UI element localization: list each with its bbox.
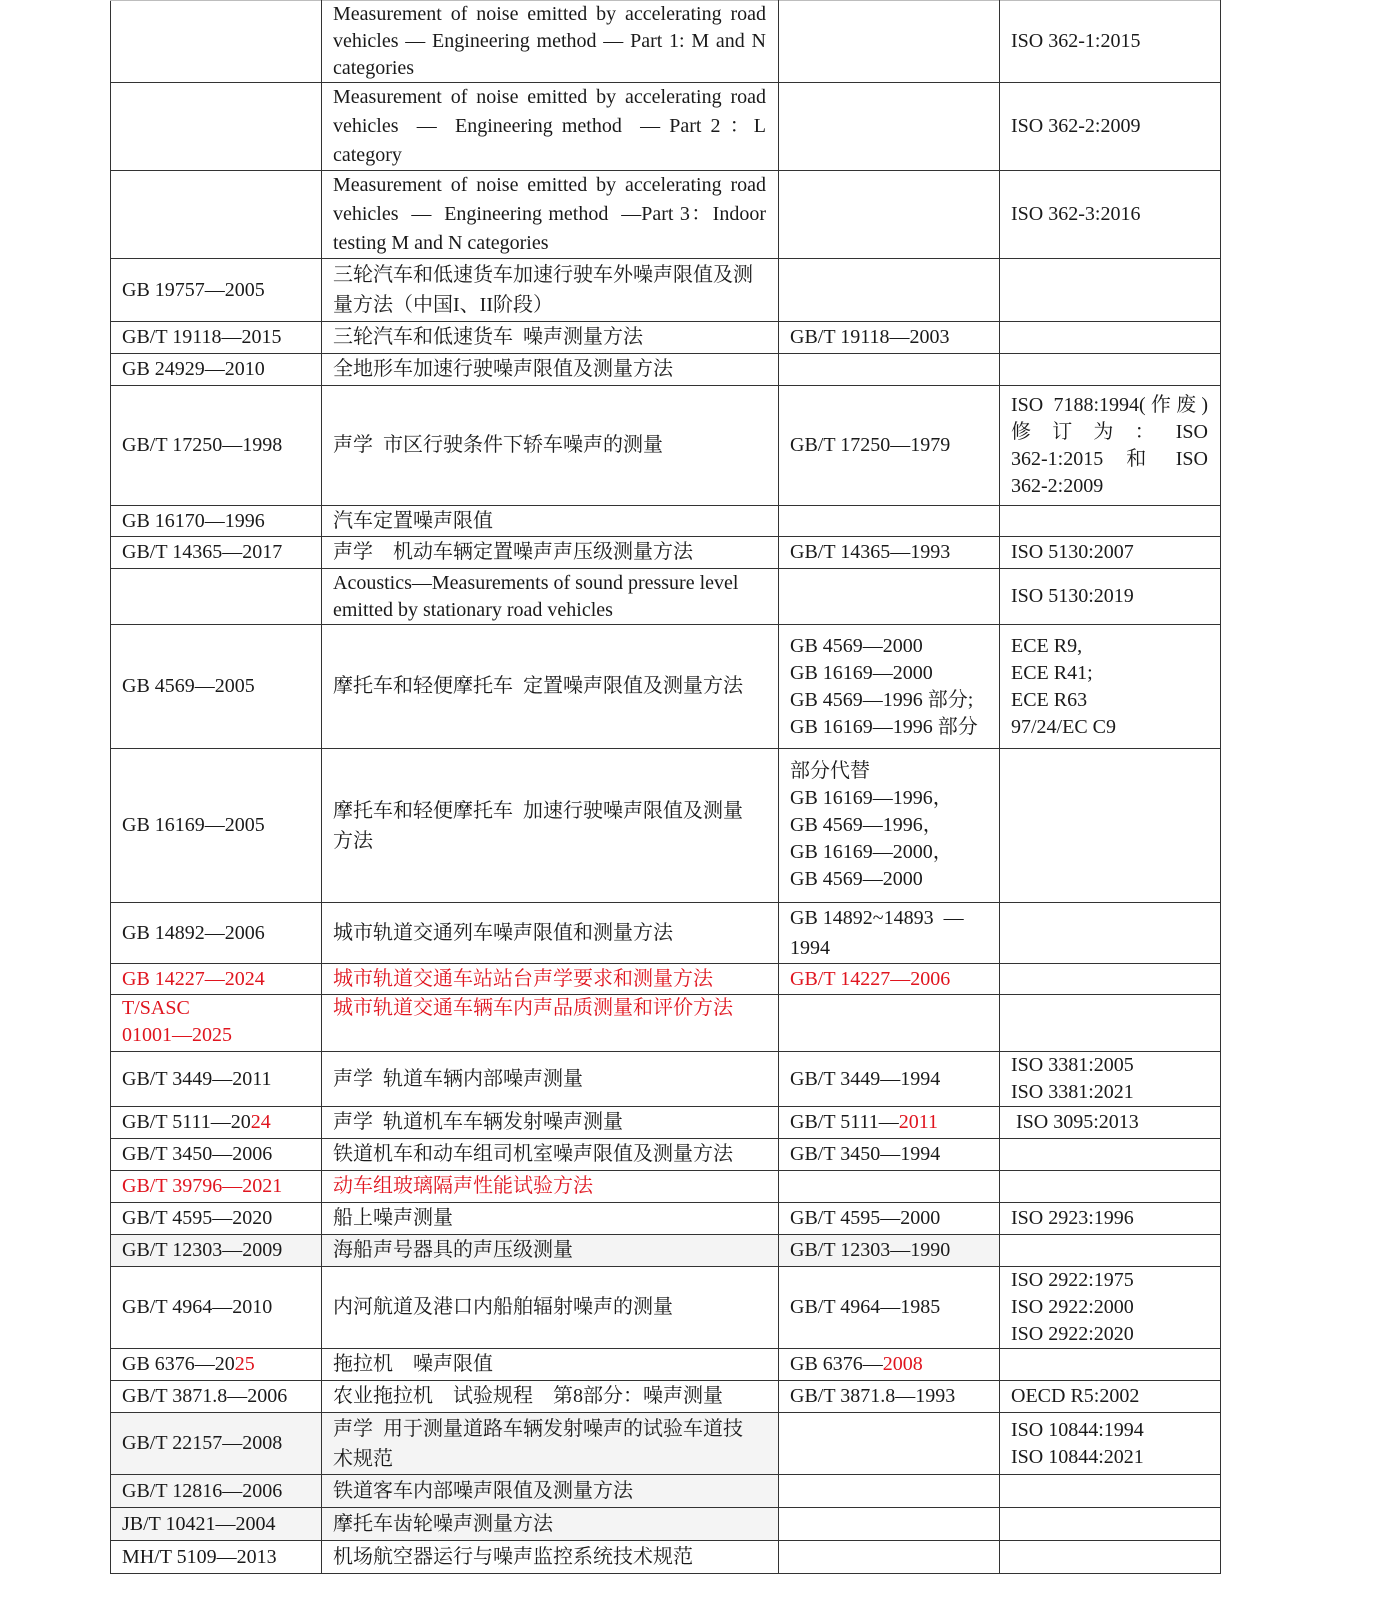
title-line: 摩托车和轻便摩托车 加速行驶噪声限值及测量 <box>333 799 743 822</box>
replaced-standard-cell <box>779 83 1000 171</box>
title-line: category <box>333 144 402 166</box>
title-line: 声学 用于测量道路车辆发射噪声的试验车道技 <box>333 1417 743 1440</box>
standard-number: GB/T 19118—2015 <box>122 326 282 348</box>
standard-number-cell <box>111 386 322 506</box>
international-standard-cell <box>1000 1349 1221 1381</box>
replaced-standard: GB/T 5111— <box>790 1111 899 1133</box>
replaced-standard-cell <box>779 1541 1000 1574</box>
standard-number-cell <box>111 354 322 386</box>
standard-title-cell <box>322 1349 779 1381</box>
standard-number-cell <box>111 322 322 354</box>
international-standard-cell <box>1000 1235 1221 1267</box>
standard-title-cell <box>322 749 779 903</box>
replaced-standard-red-part: 2011 <box>898 1111 938 1133</box>
replaced-standard: GB/T 4964—1985 <box>790 1296 941 1318</box>
international-standard-cell <box>1000 1508 1221 1541</box>
iso-ref-line: 修 订 为 ： ISO <box>1011 420 1208 443</box>
standard-number-cell <box>111 259 322 322</box>
international-standard-cell <box>1000 537 1221 569</box>
table-row <box>111 83 1221 171</box>
standard-number-cell <box>111 569 322 625</box>
title-line: 三轮汽车和低速货车加速行驶车外噪声限值及测 <box>333 264 753 286</box>
title-line: Measurement of noise emitted by accelerating road <box>333 3 766 25</box>
replaced-standard: GB/T 3449—1994 <box>790 1067 941 1090</box>
replaced-standard-cell <box>779 1508 1000 1541</box>
standard-title-cell <box>322 1413 779 1475</box>
standard-number: GB/T 3450—2006 <box>122 1143 273 1165</box>
standard-number: GB/T 5111—20 <box>122 1111 251 1133</box>
standard-number-red-part: 24 <box>250 1111 271 1133</box>
international-standard-cell <box>1000 259 1221 322</box>
standard-title: 声学 轨道车辆内部噪声测量 <box>333 1067 583 1090</box>
regulation-ref: 97/24/EC C9 <box>1011 715 1117 738</box>
replaced-standard-cell <box>779 1203 1000 1235</box>
title-line: Measurement of noise emitted by accelerating road <box>333 86 766 108</box>
replaced-standard: GB 14892~14893 — <box>790 907 964 929</box>
standard-number: GB 16170—1996 <box>122 509 265 532</box>
standard-number-cell <box>111 903 322 964</box>
standard-number: GB 14892—2006 <box>122 921 265 944</box>
standard-number-cell <box>111 1171 322 1203</box>
iso-ref: ISO 5130:2019 <box>1011 585 1134 607</box>
replaced-standard: GB/T 3450—1994 <box>790 1143 941 1165</box>
replaced-standard: GB 16169—2000 <box>790 661 933 684</box>
standard-number-cell <box>111 964 322 995</box>
replaced-standard: GB 16169—2000， <box>790 841 953 863</box>
replaced-standard-cell <box>779 1235 1000 1267</box>
standard-number-cell <box>111 1413 322 1475</box>
table-row <box>111 903 1221 964</box>
standard-number: MH/T 5109—2013 <box>122 1545 277 1568</box>
table-row <box>111 625 1221 749</box>
standard-number: GB 6376—20 <box>122 1353 235 1375</box>
standard-title-cell <box>322 259 779 322</box>
standard-number-cell <box>111 1 322 83</box>
table-row <box>111 1139 1221 1171</box>
iso-ref-line: ISO 7188:1994(作废) <box>1011 393 1208 416</box>
standard-title-cell <box>322 506 779 537</box>
table-row <box>111 1541 1221 1574</box>
international-standard-cell <box>1000 1203 1221 1235</box>
iso-ref: ISO 2923:1996 <box>1011 1207 1134 1229</box>
standard-title-cell <box>322 1235 779 1267</box>
replaced-standard: GB 4569—2000 <box>790 634 923 657</box>
replaced-standard-cell <box>779 903 1000 964</box>
replaced-standard-cell <box>779 1381 1000 1413</box>
table-row <box>111 1107 1221 1139</box>
table-row <box>111 1267 1221 1349</box>
standard-title: 船上噪声测量 <box>333 1207 453 1229</box>
standard-number: GB/T 22157—2008 <box>122 1432 283 1454</box>
iso-ref: ISO 3381:2005 <box>1011 1054 1134 1076</box>
international-standard-cell <box>1000 995 1221 1052</box>
title-line: 术规范 <box>333 1447 393 1470</box>
table-row <box>111 749 1221 903</box>
replaced-standard: GB/T 14365—1993 <box>790 541 951 563</box>
replaced-standard-cell <box>779 625 1000 749</box>
table-row <box>111 537 1221 569</box>
table-row <box>111 1475 1221 1508</box>
standard-number: JB/T 10421—2004 <box>122 1512 276 1535</box>
standard-title: 铁道客车内部噪声限值及测量方法 <box>333 1479 633 1502</box>
table-row <box>111 1508 1221 1541</box>
title-line: Acoustics—Measurements of sound pressure level <box>333 571 739 594</box>
standard-title: 农业拖拉机 试验规程 第8部分：噪声测量 <box>333 1385 723 1407</box>
table-row <box>111 1052 1221 1107</box>
table-row <box>111 506 1221 537</box>
standard-number: GB 19757—2005 <box>122 278 265 301</box>
standard-number: GB/T 4964—2010 <box>122 1296 273 1318</box>
standard-title: 汽车定置噪声限值 <box>333 509 493 532</box>
iso-ref: ISO 2922:2000 <box>1011 1296 1134 1318</box>
standard-number-cell <box>111 1508 322 1541</box>
standard-title-cell <box>322 1171 779 1203</box>
table-row <box>111 171 1221 259</box>
table-row <box>111 995 1221 1052</box>
replaced-standard-cell <box>779 1349 1000 1381</box>
standard-number-cell <box>111 1052 322 1107</box>
regulation-ref: ECE R63 <box>1011 688 1088 711</box>
standard-number: GB/T 12303—2009 <box>122 1239 283 1261</box>
replaced-standard: 部分代替 <box>790 760 870 782</box>
iso-ref: ISO 362-3:2016 <box>1011 203 1141 225</box>
standard-number: GB/T 3449—2011 <box>122 1067 272 1090</box>
table-row <box>111 1413 1221 1475</box>
standards-table <box>110 0 1221 1574</box>
standard-title: 拖拉机 噪声限值 <box>333 1353 493 1375</box>
title-line: emitted by stationary road vehicles <box>333 598 613 621</box>
replaced-standard: GB/T 3871.8—1993 <box>790 1385 956 1407</box>
standard-number-cell <box>111 171 322 259</box>
standard-number: GB/T 17250—1998 <box>122 434 283 456</box>
standard-title-cell <box>322 1203 779 1235</box>
iso-ref: ISO 5130:2007 <box>1011 541 1134 563</box>
international-standard-cell <box>1000 1267 1221 1349</box>
replaced-standard: GB 4569—1996 部分; <box>790 688 974 711</box>
international-standard-cell <box>1000 903 1221 964</box>
standard-title-cell <box>322 1267 779 1349</box>
international-standard-cell <box>1000 1 1221 83</box>
iso-ref: ISO 3095:2013 <box>1011 1111 1139 1133</box>
replaced-standard: GB 16169—1996， <box>790 787 953 809</box>
standard-title: 城市轨道交通列车噪声限值和测量方法 <box>333 921 673 944</box>
replaced-standard-cell <box>779 1475 1000 1508</box>
iso-ref: ISO 3381:2021 <box>1011 1081 1134 1103</box>
table-row <box>111 354 1221 386</box>
international-standard-cell <box>1000 625 1221 749</box>
standard-number: GB/T 14365—2017 <box>122 541 283 563</box>
table-row <box>111 1 1221 83</box>
international-standard-cell <box>1000 749 1221 903</box>
international-standard-cell <box>1000 506 1221 537</box>
standard-title: 城市轨道交通车辆车内声品质测量和评价方法 <box>333 997 733 1019</box>
standard-title: 海船声号器具的声压级测量 <box>333 1239 573 1261</box>
standard-title-cell <box>322 1475 779 1508</box>
standard-title: 声学 轨道机车车辆发射噪声测量 <box>333 1111 623 1133</box>
replaced-standard: GB 16169—1996 部分 <box>790 715 978 738</box>
international-standard-cell <box>1000 171 1221 259</box>
standard-title-cell <box>322 171 779 259</box>
table-row <box>111 386 1221 506</box>
international-standard-cell <box>1000 1139 1221 1171</box>
standard-title-cell <box>322 354 779 386</box>
iso-ref: ISO 2922:2020 <box>1011 1323 1134 1345</box>
replaced-standard-cell <box>779 506 1000 537</box>
standard-title-cell <box>322 322 779 354</box>
standard-title-cell <box>322 1107 779 1139</box>
replaced-standard-cell <box>779 171 1000 259</box>
international-standard-cell <box>1000 1413 1221 1475</box>
table-row <box>111 1203 1221 1235</box>
table-row <box>111 964 1221 995</box>
replaced-standard-cell <box>779 1107 1000 1139</box>
international-standard-cell <box>1000 1107 1221 1139</box>
replaced-standard-cell <box>779 964 1000 995</box>
standard-number-cell <box>111 537 322 569</box>
international-standard-cell <box>1000 1541 1221 1574</box>
standard-number: GB 24929—2010 <box>122 358 265 380</box>
table-row <box>111 569 1221 625</box>
international-standard-cell <box>1000 964 1221 995</box>
regulation-ref: ECE R41; <box>1011 661 1093 684</box>
replaced-standard-cell <box>779 1267 1000 1349</box>
standard-title-cell <box>322 1139 779 1171</box>
replaced-standard-cell <box>779 386 1000 506</box>
standard-number-cell <box>111 1381 322 1413</box>
iso-ref: ISO 362-2:2009 <box>1011 115 1141 137</box>
international-standard-cell <box>1000 386 1221 506</box>
table-row <box>111 1171 1221 1203</box>
standard-number: GB/T 4595—2020 <box>122 1207 273 1229</box>
standard-title: 三轮汽车和低速货车 噪声测量方法 <box>333 326 643 348</box>
standard-number-cell <box>111 1541 322 1574</box>
standard-number-line: T/SASC <box>122 997 190 1019</box>
standard-title-cell <box>322 386 779 506</box>
standard-number-cell <box>111 1267 322 1349</box>
replaced-standard-cell <box>779 1171 1000 1203</box>
table-row <box>111 259 1221 322</box>
standard-number-cell <box>111 995 322 1052</box>
title-line: Measurement of noise emitted by accelerating road <box>333 174 766 196</box>
standard-title: 摩托车齿轮噪声测量方法 <box>333 1512 553 1535</box>
replaced-standard: GB/T 12303—1990 <box>790 1239 951 1261</box>
standard-number: GB/T 39796—2021 <box>122 1175 283 1197</box>
standard-title-cell <box>322 537 779 569</box>
standard-title: 铁道机车和动车组司机室噪声限值及测量方法 <box>333 1143 733 1165</box>
standard-number-cell <box>111 625 322 749</box>
iso-ref-line: 362-1:2015 和 ISO <box>1011 447 1208 470</box>
iso-ref: ISO 10844:2021 <box>1011 1445 1144 1468</box>
international-standard-cell <box>1000 1171 1221 1203</box>
replaced-standard: GB/T 17250—1979 <box>790 434 951 456</box>
standard-number-line: 01001—2025 <box>122 1024 232 1046</box>
title-line: vehicles — Engineering method — Part 2 ：L <box>333 115 766 137</box>
international-standard-cell <box>1000 322 1221 354</box>
international-standard-cell <box>1000 569 1221 625</box>
replaced-standard-cell <box>779 354 1000 386</box>
standard-title: 动车组玻璃隔声性能试验方法 <box>333 1175 593 1197</box>
replaced-standard: GB 6376— <box>790 1353 883 1375</box>
standard-title-cell <box>322 1052 779 1107</box>
iso-ref: ISO 10844:1994 <box>1011 1418 1144 1441</box>
standard-number-cell <box>111 1107 322 1139</box>
replaced-standard: 1994 <box>790 937 830 959</box>
replaced-standard: GB 4569—1996， <box>790 814 943 836</box>
standard-title-cell <box>322 1508 779 1541</box>
table-row <box>111 322 1221 354</box>
title-line: 量方法（中国I、II阶段） <box>333 294 553 316</box>
iso-ref: ISO 362-1:2015 <box>1011 30 1141 52</box>
standard-number: GB 4569—2005 <box>122 675 255 697</box>
replaced-standard: GB/T 4595—2000 <box>790 1207 941 1229</box>
replaced-standard-cell <box>779 995 1000 1052</box>
international-standard-cell <box>1000 1052 1221 1107</box>
replaced-standard-cell <box>779 1 1000 83</box>
standard-title-cell <box>322 1541 779 1574</box>
standard-title: 机场航空器运行与噪声监控系统技术规范 <box>333 1545 693 1568</box>
replaced-standard-cell <box>779 1052 1000 1107</box>
standard-title-cell <box>322 1 779 83</box>
title-line: vehicles — Engineering method — Part 1: M and N <box>333 30 766 52</box>
iso-ref: OECD R5:2002 <box>1011 1385 1140 1407</box>
standard-number-cell <box>111 1139 322 1171</box>
standard-number-cell <box>111 83 322 171</box>
title-line: vehicles — Engineering method —Part 3：Indoor <box>333 203 766 225</box>
standard-title-cell <box>322 995 779 1052</box>
standard-number-red-part: 25 <box>234 1353 255 1375</box>
standard-number-cell <box>111 1203 322 1235</box>
standard-number: GB/T 12816—2006 <box>122 1479 283 1502</box>
international-standard-cell <box>1000 83 1221 171</box>
standard-title-cell <box>322 1381 779 1413</box>
standard-title-cell <box>322 903 779 964</box>
standard-number-cell <box>111 1235 322 1267</box>
regulation-ref: ECE R9, <box>1011 634 1083 657</box>
title-line: 方法 <box>333 829 373 852</box>
replaced-standard: GB/T 19118—2003 <box>790 326 950 348</box>
standard-number-cell <box>111 749 322 903</box>
international-standard-cell <box>1000 354 1221 386</box>
table-row <box>111 1381 1221 1413</box>
standard-number: GB 14227—2024 <box>122 967 265 990</box>
standard-number-cell <box>111 506 322 537</box>
replaced-standard-red-part: 2008 <box>882 1353 923 1375</box>
standard-title-cell <box>322 83 779 171</box>
replaced-standard-cell <box>779 259 1000 322</box>
standard-title: 全地形车加速行驶噪声限值及测量方法 <box>333 358 673 380</box>
replaced-standard: GB 4569—2000 <box>790 868 923 890</box>
standard-title: 摩托车和轻便摩托车 定置噪声限值及测量方法 <box>333 675 743 697</box>
standard-number-cell <box>111 1349 322 1381</box>
replaced-standard-cell <box>779 1139 1000 1171</box>
title-line: categories <box>333 57 415 79</box>
standard-title: 内河航道及港口内船舶辐射噪声的测量 <box>333 1296 673 1318</box>
standard-title: 城市轨道交通车站站台声学要求和测量方法 <box>333 967 713 990</box>
international-standard-cell <box>1000 1381 1221 1413</box>
title-line: testing M and N categories <box>333 232 549 254</box>
iso-ref: ISO 2922:1975 <box>1011 1269 1134 1291</box>
standard-number-cell <box>111 1475 322 1508</box>
standard-number: GB/T 3871.8—2006 <box>122 1385 288 1407</box>
international-standard-cell <box>1000 1475 1221 1508</box>
iso-ref-line: 362-2:2009 <box>1011 474 1104 497</box>
replaced-standard: GB/T 14227—2006 <box>790 967 951 990</box>
replaced-standard-cell <box>779 537 1000 569</box>
standard-title: 声学 机动车辆定置噪声声压级测量方法 <box>333 541 693 563</box>
replaced-standard-cell <box>779 749 1000 903</box>
standard-title-cell <box>322 625 779 749</box>
standard-title-cell <box>322 569 779 625</box>
table-row <box>111 1235 1221 1267</box>
table-row <box>111 1349 1221 1381</box>
standard-number: GB 16169—2005 <box>122 814 265 836</box>
replaced-standard-cell <box>779 1413 1000 1475</box>
standard-title-cell <box>322 964 779 995</box>
replaced-standard-cell <box>779 569 1000 625</box>
standard-title: 声学 市区行驶条件下轿车噪声的测量 <box>333 434 663 456</box>
replaced-standard-cell <box>779 322 1000 354</box>
